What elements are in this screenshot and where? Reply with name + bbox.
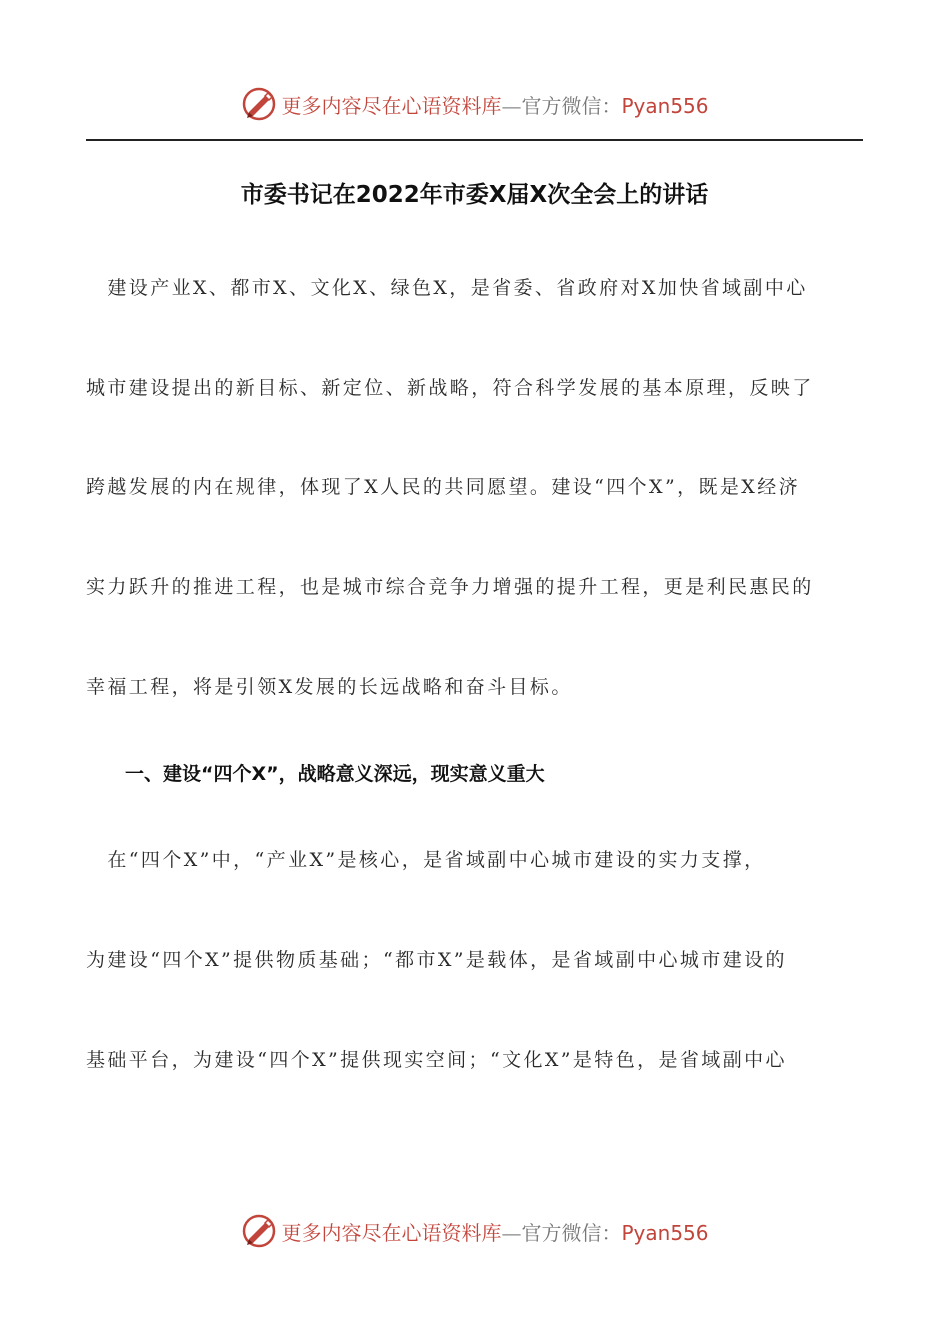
footer-banner [0, 1211, 950, 1251]
paragraph-line: 跨越发展的内在规律，体现了X人民的共同愿望。建设“四个X”，既是X经济 [86, 476, 801, 498]
section-heading: 一、建设“四个X”，战略意义深远，现实意义重大 [125, 763, 545, 785]
banner-text: 更多内容尽在心语资料库—官方微信：Pyan556 [281, 93, 709, 118]
document-title: 市委书记在2022年市委X届X次全会上的讲话 [240, 182, 709, 208]
banner-text: 更多内容尽在心语资料库—官方微信：Pyan556 [281, 1220, 709, 1245]
header-banner [0, 84, 950, 124]
paragraph-line: 为建设“四个X”提供物质基础；“都市X”是载体，是省域副中心城市建设的 [86, 949, 787, 971]
header-divider [86, 139, 863, 141]
paragraph-line: 建设产业X、都市X、文化X、绿色X，是省委、省政府对X加快省域副中心 [86, 277, 808, 299]
pen-logo-icon [241, 86, 277, 122]
paragraph-line: 基础平台，为建设“四个X”提供现实空间；“文化X”是特色，是省域副中心 [86, 1049, 787, 1071]
paragraph-line: 实力跃升的推进工程，也是城市综合竞争力增强的提升工程，更是利民惠民的 [86, 576, 814, 598]
paragraph-line: 在“四个X”中，“产业X”是核心，是省域副中心城市建设的实力支撑， [86, 849, 766, 871]
paragraph-line: 幸福工程，将是引领X发展的长远战略和奋斗目标。 [86, 676, 573, 698]
paragraph-line: 城市建设提出的新目标、新定位、新战略，符合科学发展的基本原理，反映了 [86, 377, 814, 399]
pen-logo-icon [241, 1213, 277, 1249]
